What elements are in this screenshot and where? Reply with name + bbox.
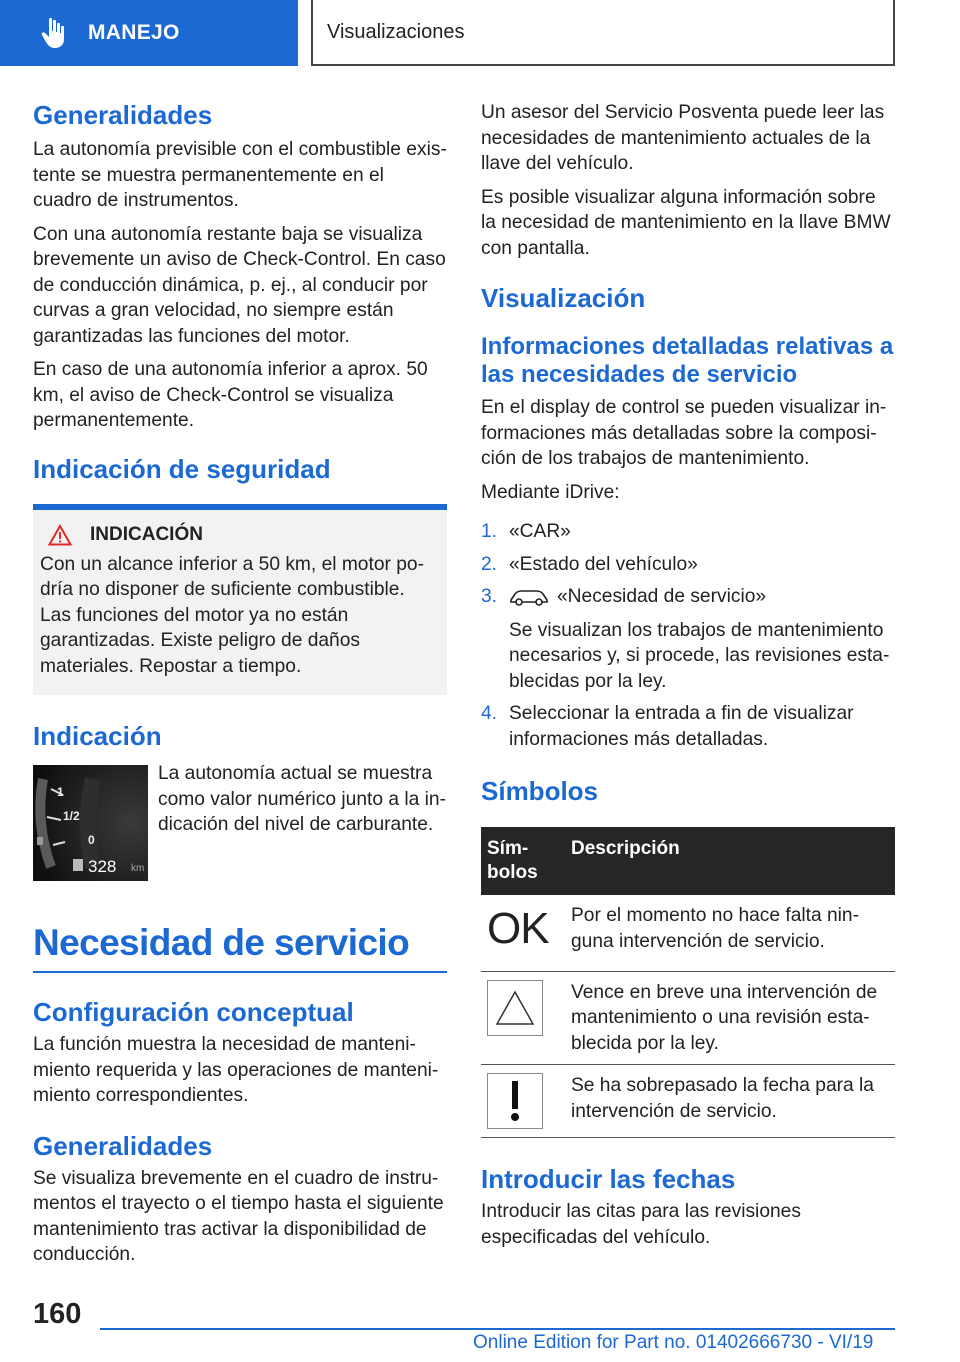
chapter-header [311, 0, 895, 66]
table-row [481, 1065, 895, 1138]
paragraph: En caso de una autonomía inferior a aprox. 50 km, el aviso de Check-Control se visualiza permanentemente. [33, 359, 428, 431]
heading-informaciones: Informaciones detalladas relativas a las necesidades de servicio [481, 333, 894, 388]
paragraph: La autonomía previsible con el combustible existente se muestra permanentemente en el cuadro de instrumentos. [33, 139, 447, 211]
gauge-range-value: 328 [88, 857, 117, 876]
heading-fechas: Introducir las fechas [481, 1164, 736, 1194]
symbols-table [481, 827, 895, 1138]
step-number: 4. [481, 703, 498, 724]
table-row [481, 895, 895, 971]
table-row [481, 971, 895, 1065]
section-tab[interactable] [0, 0, 298, 66]
heading-generalidades-2: Generalidades [33, 1130, 213, 1161]
footer-rule [100, 1328, 895, 1330]
warning-box [33, 510, 447, 696]
heading-visualizacion: Visualización [481, 283, 646, 313]
list-item [481, 519, 895, 545]
symbol-cell [481, 1065, 565, 1138]
heading-simbolos: Símbolos [481, 776, 599, 806]
left-column [33, 100, 447, 1276]
warning-text: Con un alcance inferior a 50 km, el motor podría no disponer de suficiente combustible. Las funciones del motor ya no están garantizadas. Existe peligro de daños materiales. Repostar a tiempo. [40, 553, 424, 677]
description-cell: Por el momento no hace falta ninguna intervención de servicio. [565, 895, 895, 971]
step-text: Seleccionar la entrada a fin de visualizar informaciones más detalladas. [509, 703, 854, 750]
step-number: 1. [481, 521, 498, 542]
symbol-cell [481, 971, 565, 1065]
steps-list [481, 519, 895, 752]
heading-rule [33, 971, 447, 973]
list-item [481, 584, 895, 694]
indicacion-text: La autonomía actual se muestra como valor numérico junto a la indicación del nivel de carburante. [158, 765, 446, 835]
step-text: «CAR» [509, 521, 571, 542]
step-text: «Estado del vehículo» [509, 553, 698, 575]
warning-triangle-icon [487, 980, 543, 1036]
ok-symbol: OK [487, 904, 549, 953]
warning-title: INDICACIÓN [90, 523, 203, 545]
paragraph: La función muestra la necesidad de mantenimiento requerida y las operaciones de mantenimiento correspondientes. [33, 1034, 439, 1106]
heading-necesidad: Necesidad de servicio [33, 922, 410, 963]
paragraph: Se visualiza brevemente en el cuadro de instrumentos el trayecto o el tiempo hasta el siguiente mantenimiento tras activar la disponibilidad de conducción. [33, 1167, 444, 1265]
gauge-mark-full: 1 [57, 785, 64, 799]
paragraph: En el display de control se pueden visualizar informaciones más detalladas sobre la composición de los trabajos de mantenimiento. [481, 397, 887, 469]
table-header-symbols: Símbolos [481, 827, 565, 895]
car-icon [509, 588, 549, 606]
step-subtext: Se visualizan los trabajos de mantenimiento necesarios y, si procede, las revisiones establecidas por la ley. [509, 619, 890, 692]
warning-header [40, 524, 439, 546]
heading-indicacion: Indicación [33, 721, 162, 751]
step-text: «Necesidad de servicio» [557, 586, 767, 607]
exclamation-icon [487, 1073, 543, 1129]
page-number: 160 [33, 1298, 82, 1330]
warning-triangle-icon [48, 524, 72, 546]
list-item [481, 552, 895, 578]
paragraph: Mediante iDrive: [481, 481, 620, 503]
right-column [481, 100, 895, 1258]
description-cell: Vence en breve una intervención de mantenimiento o una revisión establecida por la ley. [565, 971, 895, 1065]
section-label: MANEJO [88, 21, 180, 44]
symbol-cell [481, 895, 565, 971]
paragraph: Introducir las citas para las revisiones especificadas del vehículo. [481, 1201, 801, 1248]
gauge-mark-half: 1/2 [63, 809, 80, 823]
heading-configuracion: Configuración conceptual [33, 997, 354, 1027]
step-number: 2. [481, 553, 498, 575]
description-cell: Se ha sobrepasado la fecha para la intervención de servicio. [565, 1065, 895, 1138]
gauge-mark-empty: 0 [88, 833, 95, 847]
steering-hand-icon [40, 17, 66, 49]
paragraph: Con una autonomía restante baja se visualiza brevemente un aviso de Check-Control. En caso de conducción dinámica, p. ej., al conducir por curvas a gran velocidad, no siempre están garantizadas las funciones del motor. [33, 223, 446, 347]
fuel-gauge-image [33, 765, 148, 881]
fuel-pump-icon [73, 859, 83, 871]
indicacion-block [33, 765, 447, 881]
heading-generalidades: Generalidades [33, 100, 213, 130]
footer-edition: Online Edition for Part no. 01402666730 - VI/19 [473, 1332, 874, 1353]
chapter-title: Visualizaciones [327, 20, 465, 43]
list-item [481, 701, 895, 752]
paragraph: Es posible visualizar alguna información sobre la necesidad de mantenimiento en la llave BMW con pantalla. [481, 186, 891, 259]
table-header-description: Descripción [565, 827, 895, 895]
gauge-range-unit: km [131, 863, 145, 874]
paragraph: Un asesor del Servicio Posventa puede leer las necesidades de mantenimiento actuales de la llave del vehículo. [481, 102, 885, 174]
heading-seguridad: Indicación de seguridad [33, 453, 331, 484]
step-number: 3. [481, 586, 498, 607]
